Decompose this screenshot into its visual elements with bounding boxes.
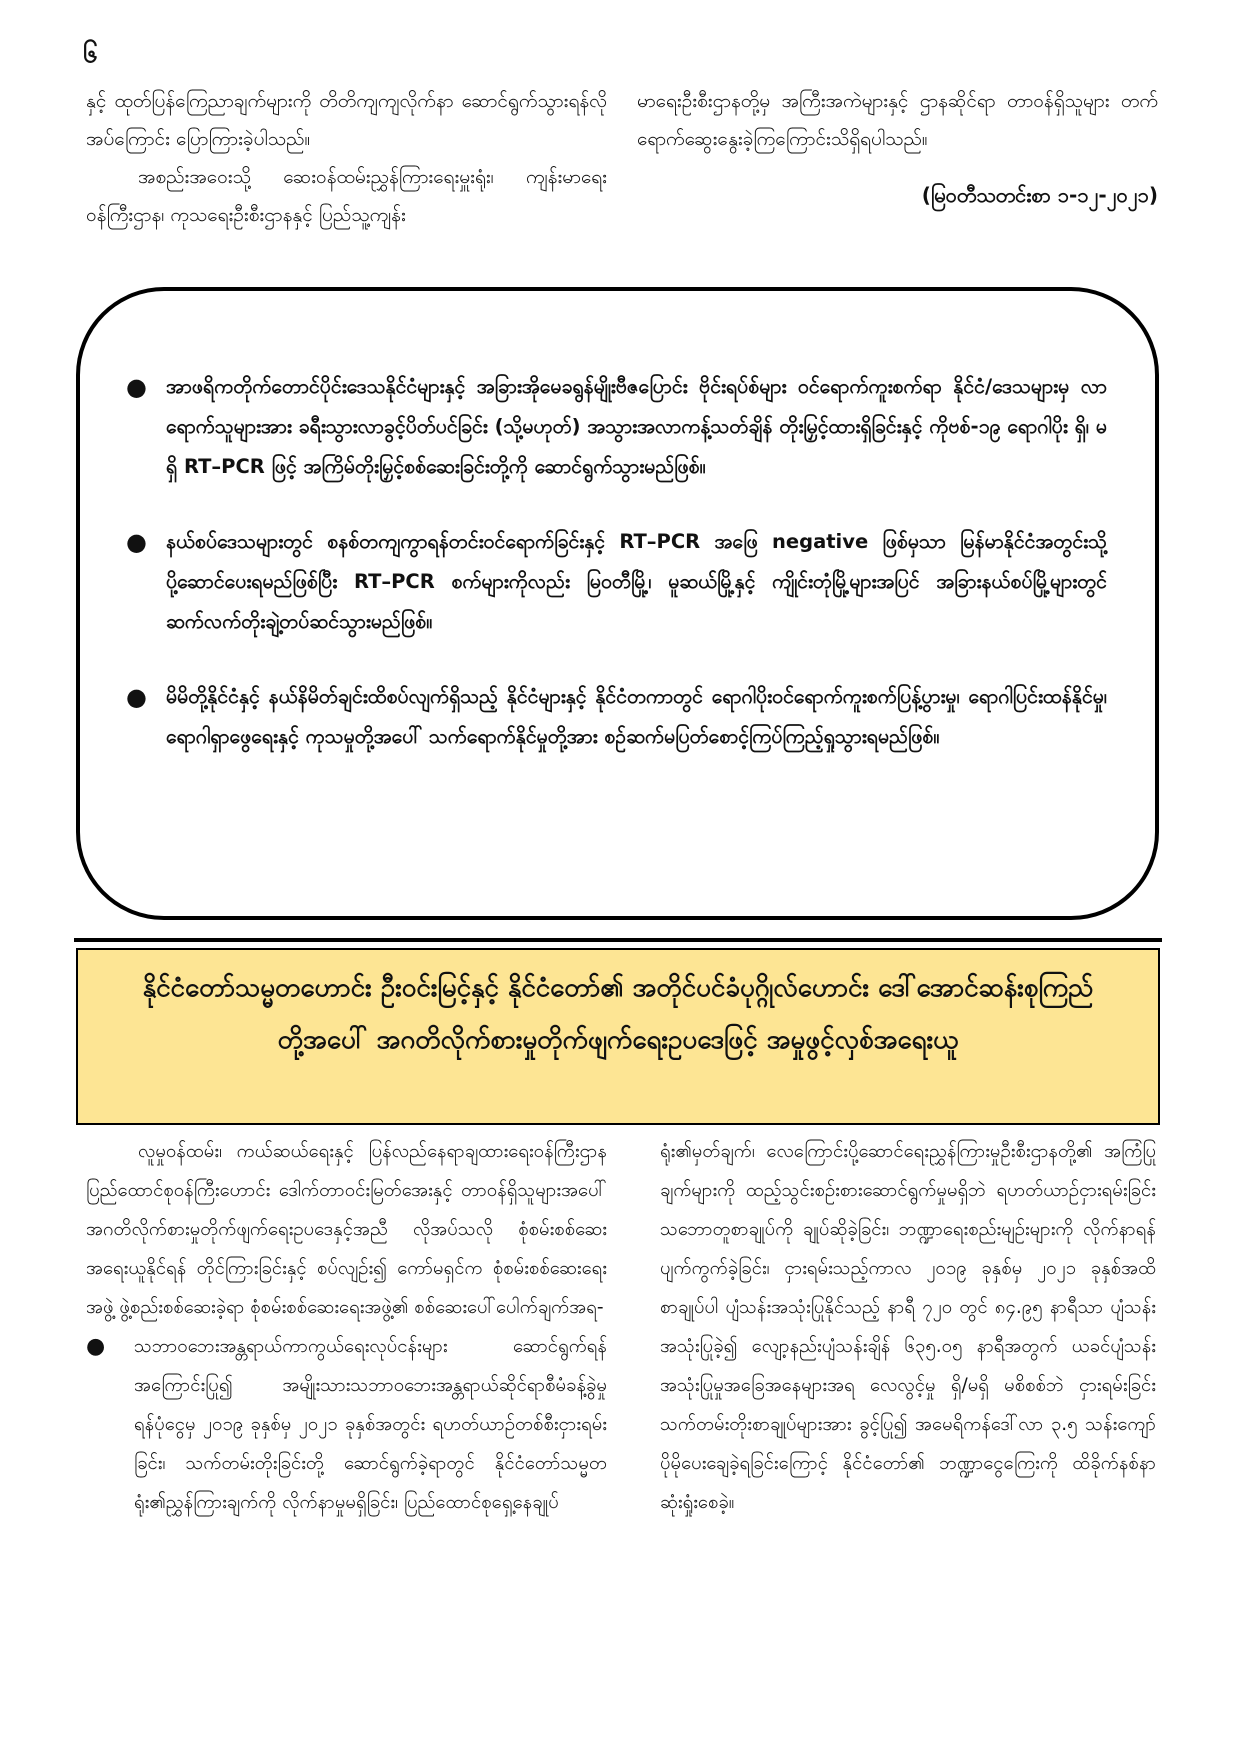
bullet-icon: ● <box>126 528 147 556</box>
notice-bullet-text: အာဖရိကတိုက်တောင်ပိုင်းဒေသနိုင်ငံများနှင့် အခြားအိုမေခရွန်မျိုးဗီဇပြောင်း ဗိုင်းရပ်စ်များ ဝင်ရောက်ကူးစက်ရာ နိုင်ငံ/ဒေသများမှ လာရောက်သူများအား ခရီးသွားလာခွင့်ပိတ်ပင်ခြင်း (သို့မဟုတ်) အသွားအလာကန့်သတ်ချိန် တိုးမြှင့်ထားရှိခြင်းနှင့် ကိုဗစ်-၁၉ ရောဂါပိုး ရှိ၊ မရှိ RT–PCR ဖြင့် အကြိမ်တိုးမြှင့်စစ်ဆေးခြင်းတို့ကို ဆောင်ရွက်သွားမည်ဖြစ်။ <box>166 375 1107 478</box>
page-number: ၆ <box>83 39 98 69</box>
article-bullet-text: သဘာဝဘေးအန္တရာယ်ကာကွယ်ရေးလုပ်ငန်းများ ဆောင်ရွက်ရန်အကြောင်းပြု၍ အမျိုးသားသဘာဝဘေးအန္တရာယ်ဆိုင်ရာစီမံခန့်ခွဲမှုရန်ပုံငွေမှ ၂၀၁၉ ခုနှစ်မှ ၂၀၂၁ ခုနှစ်အတွင်း ရဟတ်ယာဉ်တစ်စီးငှားရမ်းခြင်း၊ သက်တမ်းတိုးခြင်းတို့ ဆောင်ရွက်ခဲ့ရာတွင် နိုင်ငံတော်သမ္မတရုံး၏ညွှန်ကြားချက်ကို လိုက်နာမှုမရှိခြင်း၊ ပြည်ထောင်စုရှေ့နေချုပ် <box>134 1336 607 1513</box>
attendees-paragraph: အစည်းအဝေးသို့ ဆေးဝန်ထမ်းညွှန်ကြားရေးမှူးရုံး၊ ကျန်းမာရေးဝန်ကြီးဌာန၊ ကုသရေးဦးစီးဌာနနှင့် ပြည်သူ့ကျန်း <box>86 166 607 226</box>
bullet-icon: ● <box>126 683 147 711</box>
top-left-column <box>86 82 607 234</box>
article-continued-paragraph: ရုံး၏မှတ်ချက်၊ လေကြောင်းပို့ဆောင်ရေးညွှန်ကြားမှုဦးစီးဌာနတို့၏ အကြံပြုချက်များကို ထည့်သွင်းစဉ်းစားဆောင်ရွက်မှုမရှိဘဲ ရဟတ်ယာဉ်ငှားရမ်းခြင်းသဘောတူစာချုပ်ကို ချုပ်ဆိုခဲ့ခြင်း၊ ဘဏ္ဍာရေးစည်းမျဉ်းများကို လိုက်နာရန် ပျက်ကွက်ခဲ့ခြင်း၊ ငှားရမ်းသည့်ကာလ ၂၀၁၉ ခုနှစ်မှ ၂၀၂၁ ခုနှစ်အထိ စာချုပ်ပါ ပျံသန်းအသုံးပြုနိုင်သည့် နာရီ ၇၂၀ တွင် ၈၄.၉၅ နာရီသာ ပျံသန်းအသုံးပြုခဲ့၍ လျော့နည်းပျံသန်းချိန် ၆၃၅.၀၅ နာရီအတွက် ယခင်ပျံသန်းအသုံးပြုမှုအခြေအနေများအရ လေလွင့်မှု ရှိ/မရှိ မစိစစ်ဘဲ ငှားရမ်းခြင်း သက်တမ်းတိုးစာချုပ်များအား ခွင့်ပြု၍ အမေရိကန်ဒေါ်လာ ၃.၅ သန်းကျော် ပိုမိုပေးချေခဲ့ရခြင်းကြောင့် နိုင်ငံတော်၏ ဘဏ္ဍာငွေကြေးကို ထိခိုက်နစ်နာဆုံးရှုံးစေခဲ့။ <box>660 1141 1156 1513</box>
notice-bullet-text: မိမိတို့နိုင်ငံနှင့် နယ်နိမိတ်ချင်းထိစပ်လျက်ရှိသည့် နိုင်ငံများနှင့် နိုင်ငံတကာတွင် ရောဂါပိုးဝင်ရောက်ကူးစက်ပြန့်ပွားမှု၊ ရောဂါပြင်းထန်နိုင်မှု၊ ရောဂါရှာဖွေရေးနှင့် ကုသမှုတို့အပေါ် သက်ရောက်နိုင်မှုတို့အား စဉ်ဆက်မပြတ်စောင့်ကြပ်ကြည့်ရှုသွားရမည်ဖြစ်။ <box>166 685 1107 748</box>
article-bullet <box>86 1327 607 1522</box>
bottom-right-column <box>660 1132 1156 1522</box>
article-headline: နိုင်ငံတော်သမ္မတဟောင်း ဦးဝင်းမြင့်နှင့် နိုင်ငံတော်၏ အတိုင်ပင်ခံပုဂ္ဂိုလ်ဟောင်း ဒေါ်အောင်ဆန်းစုကြည်တို့အပေါ် အဂတိလိုက်စားမှုတိုက်ဖျက်ရေးဥပဒေဖြင့် အမှုဖွင့်လှစ်အရေးယူ <box>76 948 1160 1125</box>
notice-bullet-2 <box>126 522 1107 642</box>
continued-paragraph: နှင့် ထုတ်ပြန်ကြေညာချက်များကို တိတိကျကျလိုက်နာ ဆောင်ရွက်သွားရန်လိုအပ်ကြောင်း ပြောကြားခဲ့ပါသည်။ <box>86 90 607 150</box>
article-intro-paragraph: လူမှုဝန်ထမ်း၊ ကယ်ဆယ်ရေးနှင့် ပြန်လည်နေရာချထားရေးဝန်ကြီးဌာန ပြည်ထောင်စုဝန်ကြီးဟောင်း ဒေါက်တာဝင်းမြတ်အေးနှင့် တာဝန်ရှိသူများအပေါ် အဂတိလိုက်စားမှုတိုက်ဖျက်ရေးဥပဒေနှင့်အညီ လိုအပ်သလို စုံစမ်းစစ်ဆေးအရေးယူနိုင်ရန် တိုင်ကြားခြင်းနှင့် စပ်လျဉ်း၍ ကော်မရှင်က စုံစမ်းစစ်ဆေးရေးအဖွဲ့ ဖွဲ့စည်းစစ်ဆေးခဲ့ရာ စုံစမ်းစစ်ဆေးရေးအဖွဲ့၏ စစ်ဆေးပေါ်ပေါက်ချက်အရ- <box>86 1141 607 1318</box>
attendees-continued-paragraph: မာရေးဦးစီးဌာနတို့မှ အကြီးအကဲများနှင့် ဌာနဆိုင်ရာ တာဝန်ရှိသူများ တက်ရောက်ဆွေးနွေးခဲ့ကြကြောင်းသိရှိရပါသည်။ <box>637 90 1158 150</box>
top-right-column <box>637 82 1158 214</box>
notice-bullet-1 <box>126 367 1107 487</box>
notice-box <box>76 287 1159 920</box>
bullet-icon: ● <box>86 1334 106 1359</box>
news-source-citation: (မြဝတီသတင်းစာ ၁-၁၂-၂၀၂၁) <box>921 183 1158 207</box>
bottom-left-column <box>86 1132 607 1522</box>
notice-bullet-3 <box>126 677 1107 757</box>
bullet-icon: ● <box>126 373 147 401</box>
notice-bullet-text: နယ်စပ်ဒေသများတွင် စနစ်တကျကွာရန်တင်းဝင်ရောက်ခြင်းနှင့် RT–PCR အဖြေ negative ဖြစ်မှသာ မြန်မာနိုင်ငံအတွင်းသို့ ပို့ဆောင်ပေးရမည်ဖြစ်ပြီး RT–PCR စက်များကိုလည်း မြဝတီမြို့၊ မူဆယ်မြို့နှင့် ကျိုင်းတုံမြို့များအပြင် အခြားနယ်စပ်မြို့များတွင် ဆက်လက်တိုးချဲ့တပ်ဆင်သွားမည်ဖြစ်။ <box>166 530 1107 633</box>
section-divider <box>74 938 1162 942</box>
